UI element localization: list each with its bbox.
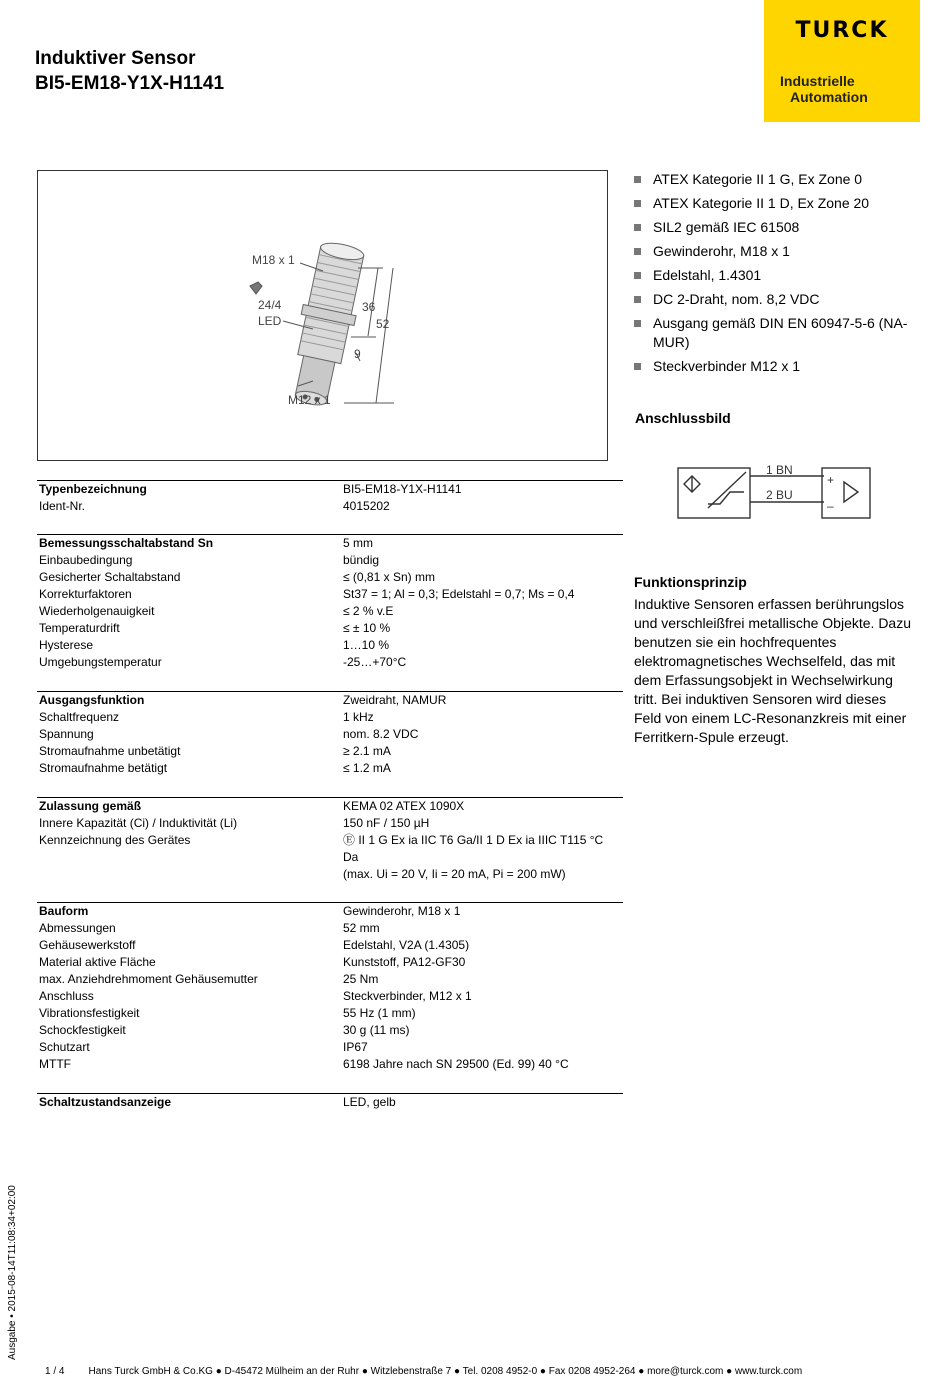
spec-label [37,866,343,883]
spec-row [37,481,623,498]
spec-label: Material aktive Fläche [39,955,156,969]
spec-row [37,1094,623,1111]
spec-value: ≤ 2 % v.E [343,604,394,618]
spec-label: max. Anziehdrehmoment Gehäusemutter [39,972,258,986]
spec-row [37,552,623,569]
spec-value: -25…+70°C [343,655,407,669]
spec-label: Stromaufnahme betätigt [39,761,168,775]
spec-label: Innere Kapazität (Ci) / Induktivität (Li) [39,816,238,830]
spec-table-indicator [37,1093,623,1111]
spec-value: Ⓔ II 1 G Ex ia IIC T6 Ga/II 1 D Ex ia IIIC T115 °C [343,833,604,847]
spec-row [37,849,623,866]
page-title-line2: BI5-EM18-Y1X-H1141 [35,73,225,94]
footer [45,1366,802,1377]
logo-sub-line1: Industrielle [780,73,855,89]
spec-value: 150 nF / 150 µH [343,816,430,830]
spec-value: 25 Nm [343,972,379,986]
spec-row [37,1005,623,1022]
wiring-diagram [674,462,886,528]
spec-row [37,692,623,709]
feature-item: ATEX Kategorie II 1 G, Ex Zone 0 [634,170,924,189]
spec-row [37,586,623,603]
spec-row [37,954,623,971]
spec-value: ≤ 1.2 mA [343,761,391,775]
spec-row [37,1056,623,1073]
spec-label: Schockfestigkeit [39,1023,126,1037]
spec-value: St37 = 1; Al = 0,3; Edelstahl = 0,7; Ms = 0,4 [343,587,575,601]
spec-value: 55 Hz (1 mm) [343,1006,416,1020]
spec-value: ≤ (0,81 x Sn) mm [343,570,435,584]
wire-1-label: 1 BN [766,463,793,477]
spec-value: 1…10 % [343,638,390,652]
spec-label: Wiederholgenauigkeit [39,604,155,618]
spec-label: Schaltzustandsanzeige [39,1095,172,1109]
principle-text: Induktive Sensoren erfassen berührungslos und verschleißfrei metallische Objekte. Dazu benutzen sie ein hochfrequentes elektromagnetisches Wechselfeld, das mit dem Erfassungsobjekt in Wechselwirkung tritt. Bei induktiven Sensoren wird dieses Feld von einem LC-Resonanzkreis mit einer Ferritkern-Spule erzeugt. [634,596,912,745]
spec-table-approval [37,797,623,883]
spec-label: Zulassung gemäß [39,799,142,813]
page-title-line1: Induktiver Sensor [35,48,196,69]
feature-item: ATEX Kategorie II 1 D, Ex Zone 20 [634,194,924,213]
feature-item: Steckverbinder M12 x 1 [634,357,924,376]
spec-row [37,654,623,671]
spec-label: Kennzeichnung des Gerätes [39,833,191,847]
feature-item: Ausgang gemäß DIN EN 60947-5-6 (NA-MUR) [634,314,924,352]
spec-label: Vibrationsfestigkeit [39,1006,140,1020]
spec-label: Stromaufnahme unbetätigt [39,744,181,758]
spec-label: Gehäusewerkstoff [39,938,136,952]
spec-value: Edelstahl, V2A (1.4305) [343,938,470,952]
spec-row [37,760,623,777]
spec-row [37,920,623,937]
spec-label: Ausgangsfunktion [39,693,145,707]
spec-value: Da [343,850,359,864]
spec-value: 1 kHz [343,710,374,724]
spec-row [37,866,623,883]
spec-row [37,726,623,743]
spec-row [37,815,623,832]
minus-label: – [827,499,834,513]
spec-label: Bauform [39,904,89,918]
spec-label: Korrekturfaktoren [39,587,132,601]
principle-title: Funktionsprinzip [634,574,747,590]
spec-value: bündig [343,553,380,567]
sensor-drawing [38,171,607,460]
spec-row [37,535,623,552]
spec-value: Steckverbinder, M12 x 1 [343,989,472,1003]
spec-row [37,603,623,620]
wire-2-label: 2 BU [766,488,793,502]
spec-row [37,832,623,849]
spec-value: IP67 [343,1040,368,1054]
spec-table-identity [37,480,623,515]
spec-table-output [37,691,623,777]
spec-row [37,971,623,988]
label-wrench-size: 24/4 [258,298,282,312]
spec-row [37,569,623,586]
spec-value: KEMA 02 ATEX 1090X [343,799,465,813]
spec-label: Spannung [39,727,94,741]
spec-value: Gewinderohr, M18 x 1 [343,904,461,918]
spec-label: Hysterese [39,638,94,652]
label-thread: M18 x 1 [252,253,295,267]
spec-row [37,903,623,920]
spec-value: Kunststoff, PA12-GF30 [343,955,466,969]
page-number: 1 / 4 [45,1366,65,1377]
spec-row [37,1022,623,1039]
spec-label: Ident-Nr. [39,499,86,513]
spec-value: 6198 Jahre nach SN 29500 (Ed. 99) 40 °C [343,1057,569,1071]
spec-row [37,1039,623,1056]
spec-table-sensing [37,534,623,671]
feature-item: SIL2 gemäß IEC 61508 [634,218,924,237]
spec-label: Bemessungsschaltabstand Sn [39,536,214,550]
spec-row [37,498,623,515]
company-info: Hans Turck GmbH & Co.KG ● D-45472 Mülheim an der Ruhr ● Witzlebenstraße 7 ● Tel. 0208 4952-0 ● Fax 0208 4952-264 ● more@turck.com ● www.turck.com [88,1366,803,1377]
spec-value: 5 mm [343,536,373,550]
spec-value: LED, gelb [343,1095,396,1109]
spec-value: (max. Ui = 20 V, Ii = 20 mA, Pi = 200 mW) [343,867,566,881]
spec-value: 30 g (11 ms) [343,1023,410,1037]
spec-label: Gesicherter Schaltabstand [39,570,181,584]
spec-label [37,849,343,866]
spec-label: Anschluss [39,989,94,1003]
spec-row [37,798,623,815]
feature-item: Edelstahl, 1.4301 [634,266,924,285]
logo-subtitle [780,73,868,105]
spec-row [37,620,623,637]
dimension-52: 52 [376,317,390,331]
spec-row [37,637,623,654]
spec-value: 4015202 [343,499,390,513]
spec-value: 52 mm [343,921,380,935]
feature-item: DC 2-Draht, nom. 8,2 VDC [634,290,924,309]
spec-value: Zweidraht, NAMUR [343,693,447,707]
spec-value: BI5-EM18-Y1X-H1141 [343,482,462,496]
spec-table-construction [37,902,623,1073]
spec-row [37,937,623,954]
spec-label: Typenbezeichnung [39,482,147,496]
product-drawing-frame [37,170,608,461]
feature-item: Gewinderohr, M18 x 1 [634,242,924,261]
spec-label: Schutzart [39,1040,90,1054]
spec-label: Temperaturdrift [39,621,120,635]
spec-value: ≥ 2.1 mA [343,744,391,758]
dimension-9: 9 [354,347,361,361]
wiring-title: Anschlussbild [635,410,731,426]
spec-row [37,743,623,760]
spec-row [37,709,623,726]
spec-label: Abmessungen [39,921,116,935]
spec-label: Einbaubedingung [39,553,133,567]
spec-row [37,988,623,1005]
edition-stamp: Ausgabe • 2015-08-14T11:08:34+02:00 [7,1185,18,1360]
label-connector: M12 x 1 [288,393,331,407]
label-led: LED [258,314,282,328]
plus-label: + [827,473,835,487]
spec-label: Schaltfrequenz [39,710,120,724]
dimension-36: 36 [362,300,376,314]
logo-brand: TURCK [795,18,889,43]
spec-label: Umgebungstemperatur [39,655,162,669]
spec-label: MTTF [39,1057,71,1071]
feature-list [634,170,924,381]
logo-sub-line2: Automation [790,89,868,105]
spec-value: ≤ ± 10 % [343,621,391,635]
spec-value: nom. 8.2 VDC [343,727,419,741]
turck-logo [764,0,920,122]
